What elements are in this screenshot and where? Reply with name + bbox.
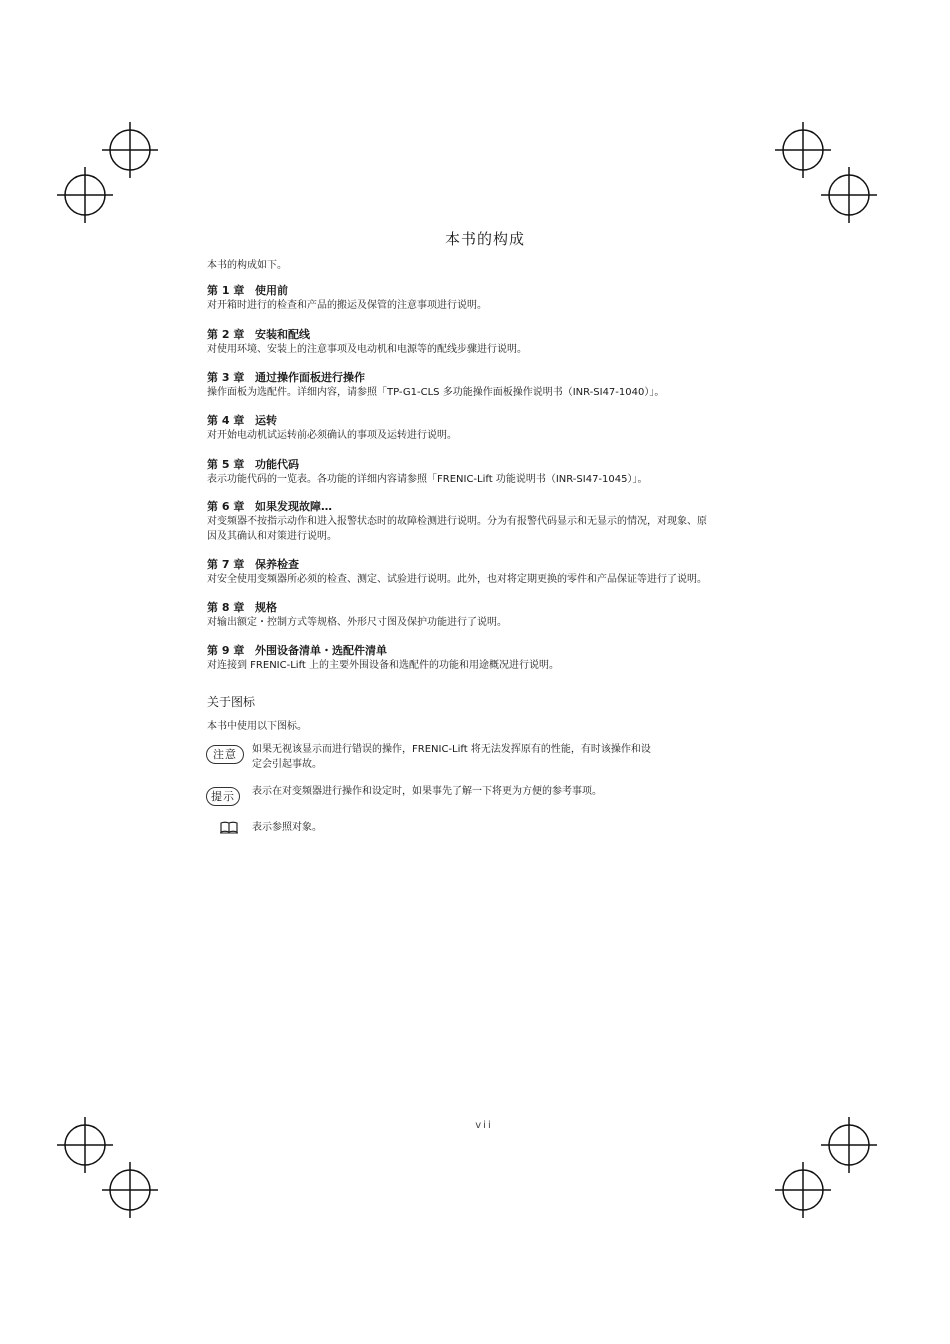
icon-row-reference <box>206 820 726 838</box>
chapter-title: 功能代码 <box>255 458 299 471</box>
chapter-title: 通过操作面板进行操作 <box>255 371 365 384</box>
tip-badge-icon: 提示 <box>206 787 240 806</box>
chapter-number: 第 1 章 <box>207 284 245 297</box>
registration-mark-bottom-right-2 <box>775 1162 831 1218</box>
chapter-9 <box>207 643 767 683</box>
chapter-title: 保养检查 <box>255 558 299 571</box>
registration-mark-top-right-2 <box>821 167 877 223</box>
chapter-heading <box>207 600 767 615</box>
registration-mark-top-left-2 <box>57 167 113 223</box>
page-number: vii <box>475 1120 493 1131</box>
chapter-description <box>207 428 767 443</box>
chapter-number: 第 4 章 <box>207 414 245 427</box>
icon-description <box>252 742 722 772</box>
icon-description-line: 定会引起事故。 <box>252 759 322 770</box>
chapter-6 <box>207 499 767 557</box>
book-icon <box>220 821 238 839</box>
icon-row-caution <box>206 742 726 774</box>
chapter-description <box>207 658 767 673</box>
icon-description <box>252 784 722 799</box>
icon-row-tip <box>206 784 726 810</box>
chapter-description-line: 操作面板为选配件。详细内容，请参照「TP-G1-CLS 多功能操作面板操作说明书（INR-SI47-1040）」。 <box>207 387 665 398</box>
icon-description <box>252 820 722 835</box>
icon-description-line: 如果无视该显示而进行错误的操作，FRENIC-Lift 将无法发挥原有的性能，有时该操作和设 <box>252 744 651 755</box>
chapter-title: 外围设备清单・选配件清单 <box>255 644 387 657</box>
chapter-title: 如果发现故障… <box>255 500 332 513</box>
chapter-heading <box>207 499 767 514</box>
chapter-8 <box>207 600 767 643</box>
chapter-number: 第 5 章 <box>207 458 245 471</box>
icon-description-line: 表示参照对象。 <box>252 822 322 833</box>
chapter-heading <box>207 643 767 658</box>
chapter-description-line: 对开始电动机试运转前必须确认的事项及运转进行说明。 <box>207 430 457 441</box>
chapter-description <box>207 298 767 313</box>
chapter-description-line: 对安全使用变频器所必须的检查、测定、试验进行说明。此外，也对将定期更换的零件和产品保证等进行了说明。 <box>207 574 707 585</box>
chapter-2 <box>207 327 767 370</box>
chapter-number: 第 2 章 <box>207 328 245 341</box>
chapter-description-line: 对使用环境、安装上的注意事项及电动机和电源等的配线步骤进行说明。 <box>207 344 527 355</box>
chapter-heading <box>207 370 767 385</box>
chapter-heading <box>207 457 767 472</box>
chapter-title: 规格 <box>255 601 277 614</box>
chapter-7 <box>207 557 767 600</box>
chapter-title: 安装和配线 <box>255 328 310 341</box>
chapter-5 <box>207 457 767 499</box>
chapter-list <box>207 283 767 683</box>
chapter-description <box>207 514 767 544</box>
chapter-description-line: 对变频器不按指示动作和进入报警状态时的故障检测进行说明。分为有报警代码显示和无显示的情况，对现象、原 <box>207 516 707 527</box>
chapter-4 <box>207 413 767 457</box>
chapter-3 <box>207 370 767 413</box>
chapter-description <box>207 615 767 630</box>
chapter-heading <box>207 557 767 572</box>
chapter-1 <box>207 283 767 327</box>
icons-section-heading: 关于图标 <box>207 695 256 709</box>
chapter-description <box>207 472 767 487</box>
chapter-number: 第 7 章 <box>207 558 245 571</box>
chapter-heading <box>207 283 767 298</box>
chapter-number: 第 9 章 <box>207 644 245 657</box>
caution-badge-icon: 注意 <box>206 745 244 764</box>
chapter-description-line: 表示功能代码的一览表。各功能的详细内容请参照「FRENIC-Lift 功能说明书（INR-SI47-1045）」。 <box>207 474 648 485</box>
chapter-description <box>207 572 767 587</box>
registration-mark-bottom-left-2 <box>102 1162 158 1218</box>
chapter-number: 第 3 章 <box>207 371 245 384</box>
chapter-description-line: 对输出额定・控制方式等规格、外形尺寸图及保护功能进行了说明。 <box>207 617 507 628</box>
chapter-title: 使用前 <box>255 284 288 297</box>
page-title: 本书的构成 <box>444 230 525 248</box>
chapter-description-line: 对开箱时进行的检查和产品的搬运及保管的注意事项进行说明。 <box>207 300 487 311</box>
chapter-description-line: 对连接到 FRENIC-Lift 上的主要外围设备和选配件的功能和用途概况进行说明。 <box>207 660 560 671</box>
chapter-number: 第 8 章 <box>207 601 245 614</box>
chapter-description <box>207 342 767 357</box>
chapter-number: 第 6 章 <box>207 500 245 513</box>
icons-section-intro: 本书中使用以下图标。 <box>207 721 307 732</box>
chapter-title: 运转 <box>255 414 277 427</box>
intro-text: 本书的构成如下。 <box>207 260 287 271</box>
icon-description-line: 表示在对变频器进行操作和设定时，如果事先了解一下将更为方便的参考事项。 <box>252 786 602 797</box>
chapter-heading <box>207 413 767 428</box>
chapter-description-line: 因及其确认和对策进行说明。 <box>207 531 337 542</box>
chapter-heading <box>207 327 767 342</box>
chapter-description <box>207 385 767 400</box>
